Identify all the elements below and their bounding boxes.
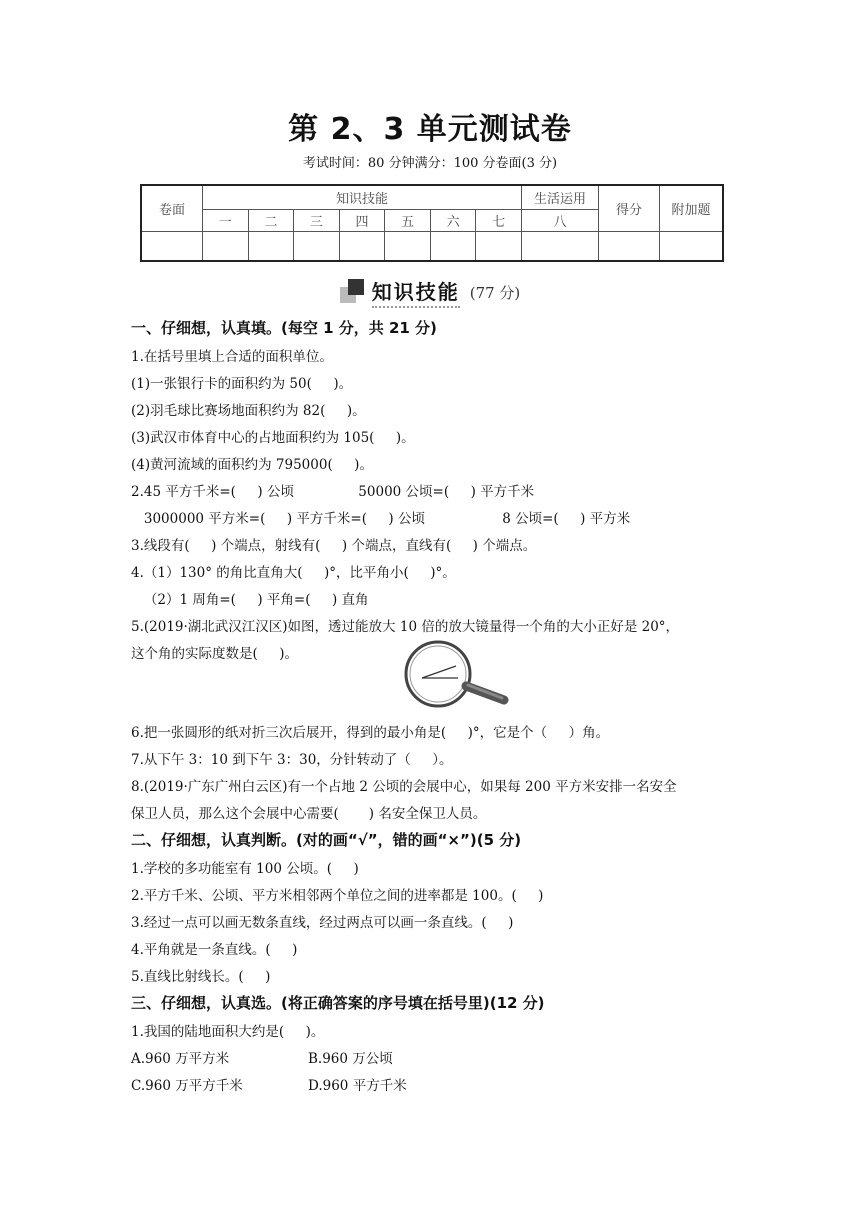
cell-num-5: 五 [385,209,431,231]
question-line: (2)羽毛球比赛场地面积约为 82( )。 [131,403,366,419]
banner-score: (77 分) [469,283,521,302]
cell-num-3: 三 [294,209,340,231]
question-line: 5.直线比射线长。( ) [131,969,271,985]
score-blank[interactable] [248,231,294,261]
score-table [140,184,724,262]
question-line: 3000000 平方米=( ) 平方千米=( ) 公顷 8 公顷=( ) 平方米 [131,511,631,527]
cell-num-4: 四 [339,209,385,231]
question-line: 这个角的实际度数是( )。 [131,646,298,662]
question-line: 6.把一张圆形的纸对折三次后展开，得到的最小角是( )°，它是个（ ）角。 [131,725,610,741]
score-blank[interactable] [203,231,249,261]
cell-num-7: 七 [476,209,522,231]
option-d: D.960 平方千米 [308,1078,407,1094]
score-blank[interactable] [430,231,476,261]
page-title: 第 2、3 单元测试卷 [288,112,572,147]
cell-num-6: 六 [430,209,476,231]
question-line: 3.经过一点可以画无数条直线，经过两点可以画一条直线。( ) [131,915,514,931]
score-blank[interactable] [141,231,203,261]
question-line: 4.平角就是一条直线。( ) [131,942,298,958]
section-heading-3: 三、仔细想，认真选。(将正确答案的序号填在括号里)(12 分) [131,994,545,1012]
cell-knowledge-group: 知识技能 [203,185,522,209]
score-blank[interactable] [476,231,522,261]
cell-num-1: 一 [203,209,249,231]
question-line: 3.线段有( ) 个端点，射线有( ) 个端点，直线有( ) 个端点。 [131,538,537,554]
question-line: (1)一张银行卡的面积约为 50( )。 [131,376,353,392]
option-a: A.960 万平方米 [131,1051,230,1067]
magnifier-icon [404,638,514,710]
cell-defen: 得分 [599,185,660,231]
section-heading-2: 二、仔细想，认真判断。(对的画“√”，错的画“×”)(5 分) [131,831,522,849]
option-b: B.960 万公顷 [308,1051,393,1067]
score-blank[interactable] [599,231,660,261]
question-line: (3)武汉市体育中心的占地面积约为 105( )。 [131,430,415,446]
question-line: 7.从下午 3：10 到下午 3：30，分针转动了（ ）。 [131,752,453,768]
section-banner [0,276,860,309]
cell-num-8: 八 [522,209,599,231]
cell-juanmian: 卷面 [141,185,203,231]
banner-title: 知识技能 [372,276,460,308]
squares-icon [340,279,366,305]
option-c: C.960 万平方千米 [131,1078,243,1094]
cell-num-2: 二 [248,209,294,231]
question-line: （2）1 周角=( ) 平角=( ) 直角 [131,592,369,608]
question-line: (4)黄河流域的面积约为 795000( )。 [131,457,373,473]
question-line: 保卫人员，那么这个会展中心需要( ) 名安全保卫人员。 [131,806,487,822]
score-blank[interactable] [385,231,431,261]
question-line: 2.平方千米、公顷、平方米相邻两个单位之间的进率都是 100。( ) [131,888,544,904]
question-line: 4.（1）130° 的角比直角大( )°，比平角小( )°。 [131,565,456,581]
cell-life-group: 生活运用 [522,185,599,209]
score-blank[interactable] [522,231,599,261]
question-line: 1.在括号里填上合适的面积单位。 [131,349,333,365]
cell-fujiati: 附加题 [660,185,724,231]
score-blank[interactable] [294,231,340,261]
question-line: 2.45 平方千米=( ) 公顷 50000 公顷=( ) 平方千米 [131,484,535,500]
score-blank[interactable] [339,231,385,261]
section-heading-1: 一、仔细想，认真填。(每空 1 分，共 21 分) [131,319,437,337]
question-line: 1.学校的多功能室有 100 公顷。( ) [131,861,359,877]
question-line: 1.我国的陆地面积大约是( )。 [131,1024,325,1040]
question-line: 5.(2019·湖北武汉江汉区)如图，透过能放大 10 倍的放大镜量得一个角的大小正好是 20°， [131,619,680,635]
question-line: 8.(2019·广东广州白云区)有一个占地 2 公顷的会展中心，如果每 200 平方米安排一名安全 [131,779,677,795]
score-blank[interactable] [660,231,724,261]
exam-info: 考试时间：80 分钟满分：100 分卷面(3 分) [302,156,558,171]
